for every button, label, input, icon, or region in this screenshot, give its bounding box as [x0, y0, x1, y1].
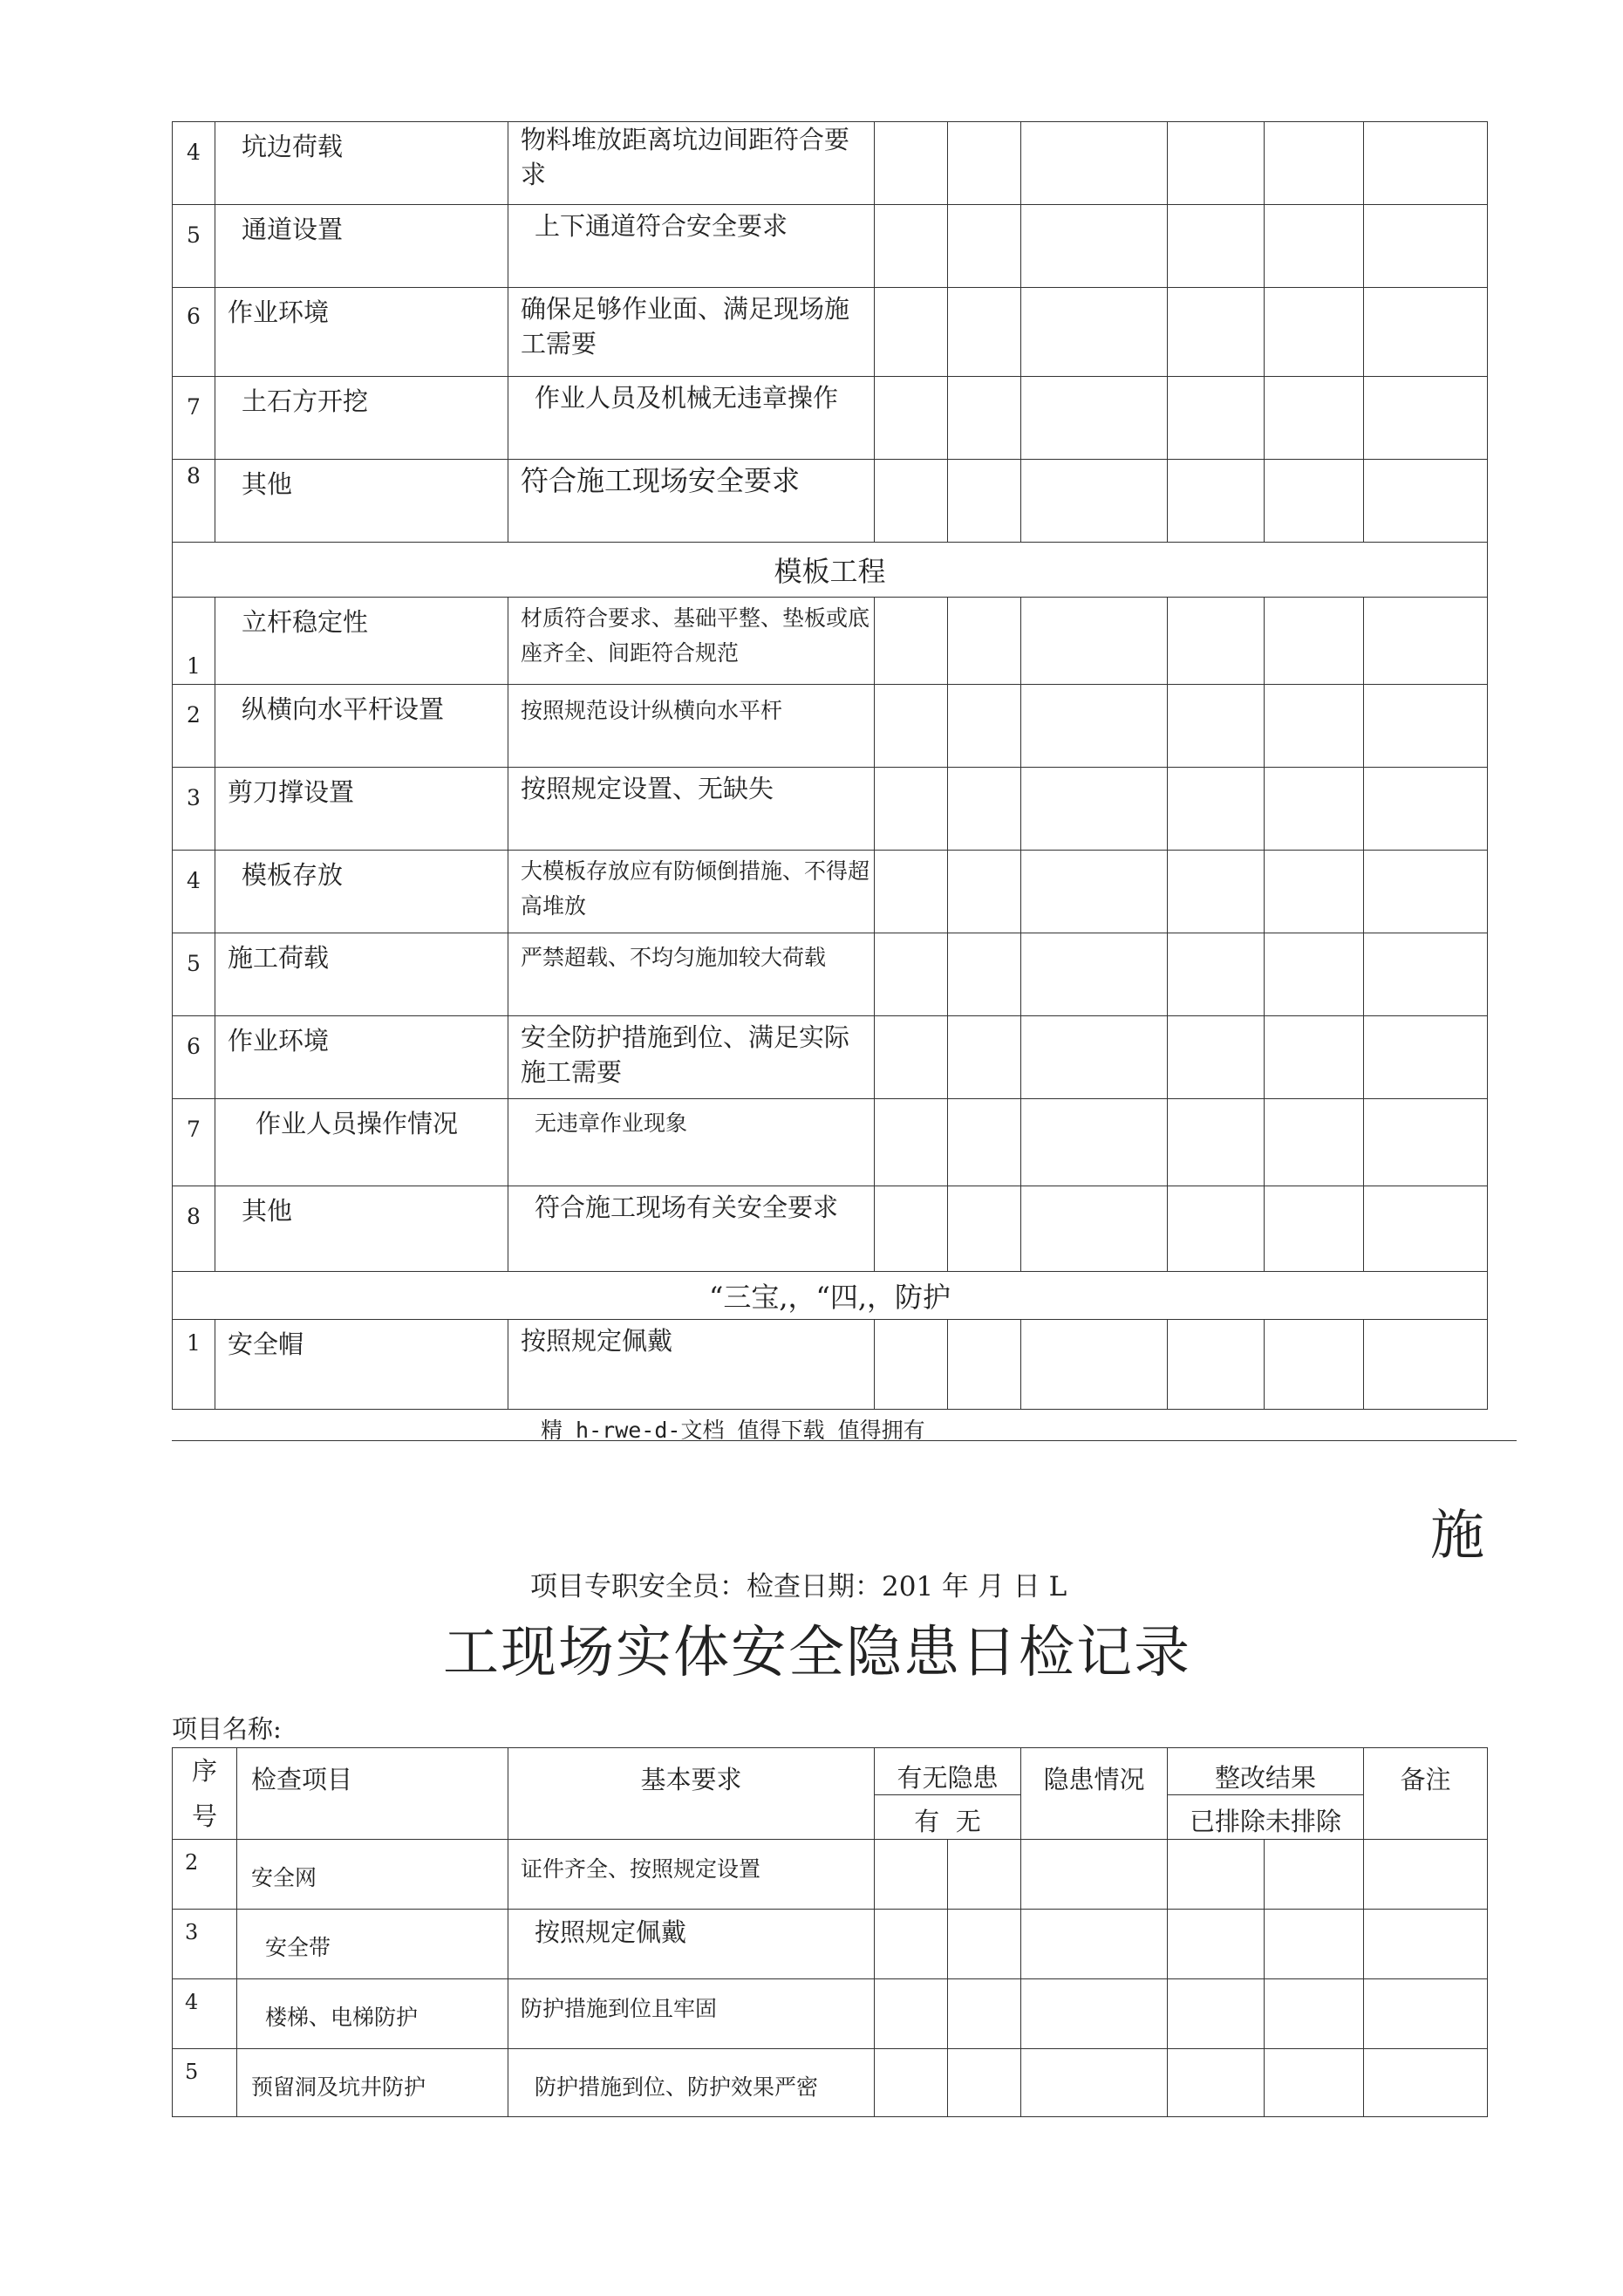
- basic-requirement: 安全防护措施到位、满足实际施工需要: [508, 1016, 875, 1099]
- hazard-yes-cell[interactable]: [875, 2049, 948, 2117]
- resolved-cell[interactable]: [1168, 2049, 1265, 2117]
- basic-requirement: 按照规定佩戴: [508, 1320, 875, 1410]
- remark-cell[interactable]: [1364, 1840, 1488, 1910]
- resolved-cell[interactable]: [1168, 1910, 1265, 1979]
- page-title: 工现场实体安全隐患日检记录: [443, 1621, 1191, 1685]
- resolved-cell[interactable]: [1168, 1099, 1265, 1186]
- basic-requirement: 符合施工现场安全要求: [508, 460, 875, 543]
- hazard-no-cell[interactable]: [948, 1979, 1021, 2049]
- hazard-no-cell[interactable]: [948, 685, 1021, 768]
- hazard-situation-cell[interactable]: [1021, 1840, 1168, 1910]
- hazard-no-cell[interactable]: [948, 1016, 1021, 1099]
- hazard-no-cell[interactable]: [948, 288, 1021, 377]
- check-item: 其他: [215, 460, 508, 543]
- basic-requirement: 上下通道符合安全要求: [508, 205, 875, 288]
- basic-requirement: 符合施工现场有关安全要求: [508, 1186, 875, 1272]
- row-number: 2: [173, 685, 215, 768]
- unresolved-cell[interactable]: [1265, 1979, 1364, 2049]
- resolved-cell[interactable]: [1168, 1840, 1265, 1910]
- table-row: [173, 851, 1488, 933]
- remark-cell[interactable]: [1364, 1910, 1488, 1979]
- row-number: 1: [173, 1320, 215, 1410]
- unresolved-cell[interactable]: [1265, 851, 1364, 933]
- hazard-yes-cell[interactable]: [875, 1099, 948, 1186]
- basic-requirement: 按照规定设置、无缺失: [508, 768, 875, 851]
- hazard-no-cell[interactable]: [948, 1186, 1021, 1272]
- table-row: [173, 1016, 1488, 1099]
- resolved-cell[interactable]: [1168, 205, 1265, 288]
- unresolved-cell[interactable]: [1265, 685, 1364, 768]
- basic-requirement: 证件齐全、按照规定设置: [508, 1840, 875, 1910]
- hazard-situation-cell[interactable]: [1021, 122, 1168, 205]
- hazard-yes-cell[interactable]: [875, 1979, 948, 2049]
- resolved-cell[interactable]: [1168, 460, 1265, 543]
- resolved-cell[interactable]: [1168, 377, 1265, 460]
- check-item: 作业环境: [215, 1016, 508, 1099]
- hazard-situation-cell[interactable]: [1021, 377, 1168, 460]
- table-row: [173, 377, 1488, 460]
- row-number: 6: [173, 1016, 215, 1099]
- hazard-yes-cell[interactable]: [875, 851, 948, 933]
- hazard-situation-cell[interactable]: [1021, 1320, 1168, 1410]
- page-title-first-char: 施: [1430, 1503, 1485, 1567]
- resolved-cell[interactable]: [1168, 1016, 1265, 1099]
- resolved-cell[interactable]: [1168, 288, 1265, 377]
- remark-cell[interactable]: [1364, 288, 1488, 377]
- unresolved-cell[interactable]: [1265, 1840, 1364, 1910]
- hazard-yes-cell[interactable]: [875, 598, 948, 685]
- basic-requirement: 防护措施到位且牢固: [508, 1979, 875, 2049]
- remark-cell[interactable]: [1364, 685, 1488, 768]
- basic-requirement: 作业人员及机械无违章操作: [508, 377, 875, 460]
- section-row: [173, 543, 1488, 598]
- remark-cell[interactable]: [1364, 122, 1488, 205]
- hazard-no-cell[interactable]: [948, 1840, 1021, 1910]
- basic-requirement: 无违章作业现象: [508, 1099, 875, 1186]
- table-row: [173, 122, 1488, 205]
- unresolved-cell[interactable]: [1265, 377, 1364, 460]
- hazard-yes-cell[interactable]: [875, 1840, 948, 1910]
- header-number: [173, 1748, 237, 1840]
- check-item: 安全帽: [215, 1320, 508, 1410]
- check-item: 剪刀撑设置: [215, 768, 508, 851]
- basic-requirement: 按照规范设计纵横向水平杆: [508, 685, 875, 768]
- remark-cell[interactable]: [1364, 1979, 1488, 2049]
- unresolved-cell[interactable]: [1265, 933, 1364, 1016]
- remark-cell[interactable]: [1364, 598, 1488, 685]
- basic-requirement: 物料堆放距离坑边间距符合要求: [508, 122, 875, 205]
- check-item: 安全网: [237, 1840, 508, 1910]
- hazard-situation-cell[interactable]: [1021, 851, 1168, 933]
- footer-divider: [172, 1440, 1517, 1441]
- table-row: [173, 2049, 1488, 2117]
- header-remark: 备注: [1364, 1748, 1488, 1840]
- hazard-no-cell[interactable]: [948, 460, 1021, 543]
- header-number-top: 序: [191, 1756, 217, 1786]
- hazard-yes-cell[interactable]: [875, 768, 948, 851]
- inspector-date-line: 项目专职安全员：检查日期：201 年 月 日 L: [530, 1571, 1067, 1602]
- unresolved-cell[interactable]: [1265, 1099, 1364, 1186]
- table-row: [173, 1320, 1488, 1410]
- hazard-situation-cell[interactable]: [1021, 768, 1168, 851]
- row-number: 5: [173, 933, 215, 1016]
- row-number: 4: [173, 1979, 237, 2049]
- row-number: 3: [173, 768, 215, 851]
- remark-cell[interactable]: [1364, 205, 1488, 288]
- resolved-cell[interactable]: [1168, 1186, 1265, 1272]
- remark-cell[interactable]: [1364, 460, 1488, 543]
- hazard-yes-cell[interactable]: [875, 122, 948, 205]
- hazard-yes-cell[interactable]: [875, 1910, 948, 1979]
- inspection-table: [172, 1747, 1488, 2117]
- hazard-yes-cell[interactable]: [875, 205, 948, 288]
- hazard-yes-cell[interactable]: [875, 1186, 948, 1272]
- resolved-cell[interactable]: [1168, 598, 1265, 685]
- row-number: 5: [173, 2049, 237, 2117]
- unresolved-cell[interactable]: [1265, 205, 1364, 288]
- header-basic-requirement: 基本要求: [508, 1748, 875, 1840]
- table-row: [173, 205, 1488, 288]
- resolved-cell[interactable]: [1168, 122, 1265, 205]
- header-row: [173, 1748, 1488, 1795]
- hazard-situation-cell[interactable]: [1021, 598, 1168, 685]
- unresolved-cell[interactable]: [1265, 1016, 1364, 1099]
- header-number-bottom: 号: [191, 1801, 217, 1831]
- hazard-situation-cell[interactable]: [1021, 288, 1168, 377]
- hazard-situation-cell[interactable]: [1021, 205, 1168, 288]
- row-number: 6: [173, 288, 215, 377]
- hazard-no-cell[interactable]: [948, 1910, 1021, 1979]
- resolved-cell[interactable]: [1168, 933, 1265, 1016]
- hazard-no-cell[interactable]: [948, 851, 1021, 933]
- hazard-no-cell[interactable]: [948, 768, 1021, 851]
- table-row: [173, 1910, 1488, 1979]
- resolved-cell[interactable]: [1168, 1320, 1265, 1410]
- hazard-no-cell[interactable]: [948, 598, 1021, 685]
- hazard-situation-cell[interactable]: [1021, 1979, 1168, 2049]
- unresolved-cell[interactable]: [1265, 122, 1364, 205]
- remark-cell[interactable]: [1364, 933, 1488, 1016]
- section-title: “三宝,，“四,，防护: [173, 1272, 1488, 1320]
- section-row: [173, 1272, 1488, 1320]
- basic-requirement: 材质符合要求、基础平整、垫板或底座齐全、间距符合规范: [508, 598, 875, 685]
- row-number: 4: [173, 851, 215, 933]
- resolved-cell[interactable]: [1168, 1979, 1265, 2049]
- hazard-situation-cell[interactable]: [1021, 933, 1168, 1016]
- document-footer: 精 h-rwe-d-文档 值得下载 值得拥有: [541, 1418, 925, 1443]
- hazard-yes-cell[interactable]: [875, 377, 948, 460]
- hazard-situation-cell[interactable]: [1021, 1099, 1168, 1186]
- table-row: [173, 460, 1488, 543]
- hazard-yes-cell[interactable]: [875, 685, 948, 768]
- check-item: 预留洞及坑井防护: [237, 2049, 508, 2117]
- hazard-yes-cell[interactable]: [875, 1016, 948, 1099]
- row-number: 7: [173, 1099, 215, 1186]
- remark-cell[interactable]: [1364, 768, 1488, 851]
- remark-cell[interactable]: [1364, 2049, 1488, 2117]
- unresolved-cell[interactable]: [1265, 598, 1364, 685]
- unresolved-cell[interactable]: [1265, 1320, 1364, 1410]
- check-item: 安全带: [237, 1910, 508, 1979]
- hazard-no-cell[interactable]: [948, 1320, 1021, 1410]
- hazard-situation-cell[interactable]: [1021, 460, 1168, 543]
- table-row: [173, 288, 1488, 377]
- row-number: 8: [173, 1186, 215, 1272]
- header-resolved-unresolved: 已排除未排除: [1168, 1795, 1364, 1840]
- resolved-cell[interactable]: [1168, 851, 1265, 933]
- hazard-no-cell[interactable]: [948, 1099, 1021, 1186]
- check-item: 模板存放: [215, 851, 508, 933]
- remark-cell[interactable]: [1364, 1186, 1488, 1272]
- row-number: 4: [173, 122, 215, 205]
- table-row: [173, 1979, 1488, 2049]
- header-hazard-yes-no: 有 无: [875, 1795, 1021, 1840]
- hazard-situation-cell[interactable]: [1021, 1910, 1168, 1979]
- row-number: 7: [173, 377, 215, 460]
- hazard-yes-cell[interactable]: [875, 288, 948, 377]
- hazard-yes-cell[interactable]: [875, 460, 948, 543]
- resolved-cell[interactable]: [1168, 685, 1265, 768]
- row-number: 3: [173, 1910, 237, 1979]
- basic-requirement: 严禁超载、不均匀施加较大荷载: [508, 933, 875, 1016]
- check-item: 施工荷载: [215, 933, 508, 1016]
- inspection-table-continued: [172, 121, 1488, 1410]
- check-item: 通道设置: [215, 205, 508, 288]
- remark-cell[interactable]: [1364, 1016, 1488, 1099]
- check-item: 作业环境: [215, 288, 508, 377]
- unresolved-cell[interactable]: [1265, 2049, 1364, 2117]
- table-row: [173, 1099, 1488, 1186]
- hazard-situation-cell[interactable]: [1021, 1016, 1168, 1099]
- table-row: [173, 768, 1488, 851]
- row-number: 1: [173, 598, 215, 685]
- hazard-situation-cell[interactable]: [1021, 2049, 1168, 2117]
- header-check-item: 检查项目: [237, 1748, 508, 1840]
- check-item: 其他: [215, 1186, 508, 1272]
- row-number: 8: [173, 460, 215, 543]
- resolved-cell[interactable]: [1168, 768, 1265, 851]
- remark-cell[interactable]: [1364, 1320, 1488, 1410]
- unresolved-cell[interactable]: [1265, 768, 1364, 851]
- remark-cell[interactable]: [1364, 377, 1488, 460]
- hazard-yes-cell[interactable]: [875, 933, 948, 1016]
- table-row: [173, 933, 1488, 1016]
- table-row: [173, 685, 1488, 768]
- table-row: [173, 1186, 1488, 1272]
- hazard-situation-cell[interactable]: [1021, 1186, 1168, 1272]
- check-item: 坑边荷载: [215, 122, 508, 205]
- header-hazard-situation: 隐患情况: [1021, 1748, 1168, 1840]
- project-name-label: 项目名称:: [172, 1714, 282, 1744]
- hazard-situation-cell[interactable]: [1021, 685, 1168, 768]
- basic-requirement: 确保足够作业面、满足现场施工需要: [508, 288, 875, 377]
- hazard-no-cell[interactable]: [948, 377, 1021, 460]
- unresolved-cell[interactable]: [1265, 460, 1364, 543]
- hazard-yes-cell[interactable]: [875, 1320, 948, 1410]
- check-item: 纵横向水平杆设置: [215, 685, 508, 768]
- unresolved-cell[interactable]: [1265, 1910, 1364, 1979]
- header-hazard: 有无隐患: [875, 1748, 1021, 1795]
- row-number: 5: [173, 205, 215, 288]
- hazard-no-cell[interactable]: [948, 205, 1021, 288]
- remark-cell[interactable]: [1364, 1099, 1488, 1186]
- unresolved-cell[interactable]: [1265, 1186, 1364, 1272]
- basic-requirement: 防护措施到位、防护效果严密: [508, 2049, 875, 2117]
- unresolved-cell[interactable]: [1265, 288, 1364, 377]
- remark-cell[interactable]: [1364, 851, 1488, 933]
- section-title: 模板工程: [173, 543, 1488, 598]
- hazard-no-cell[interactable]: [948, 2049, 1021, 2117]
- check-item: 作业人员操作情况: [215, 1099, 508, 1186]
- table-row: [173, 598, 1488, 685]
- hazard-no-cell[interactable]: [948, 122, 1021, 205]
- check-item: 立杆稳定性: [215, 598, 508, 685]
- basic-requirement: 大模板存放应有防倾倒措施、不得超高堆放: [508, 851, 875, 933]
- basic-requirement: 按照规定佩戴: [508, 1910, 875, 1979]
- check-item: 楼梯、电梯防护: [237, 1979, 508, 2049]
- table-row: [173, 1840, 1488, 1910]
- row-number: 2: [173, 1840, 237, 1910]
- hazard-no-cell[interactable]: [948, 933, 1021, 1016]
- header-rectification-result: 整改结果: [1168, 1748, 1364, 1795]
- check-item: 土石方开挖: [215, 377, 508, 460]
